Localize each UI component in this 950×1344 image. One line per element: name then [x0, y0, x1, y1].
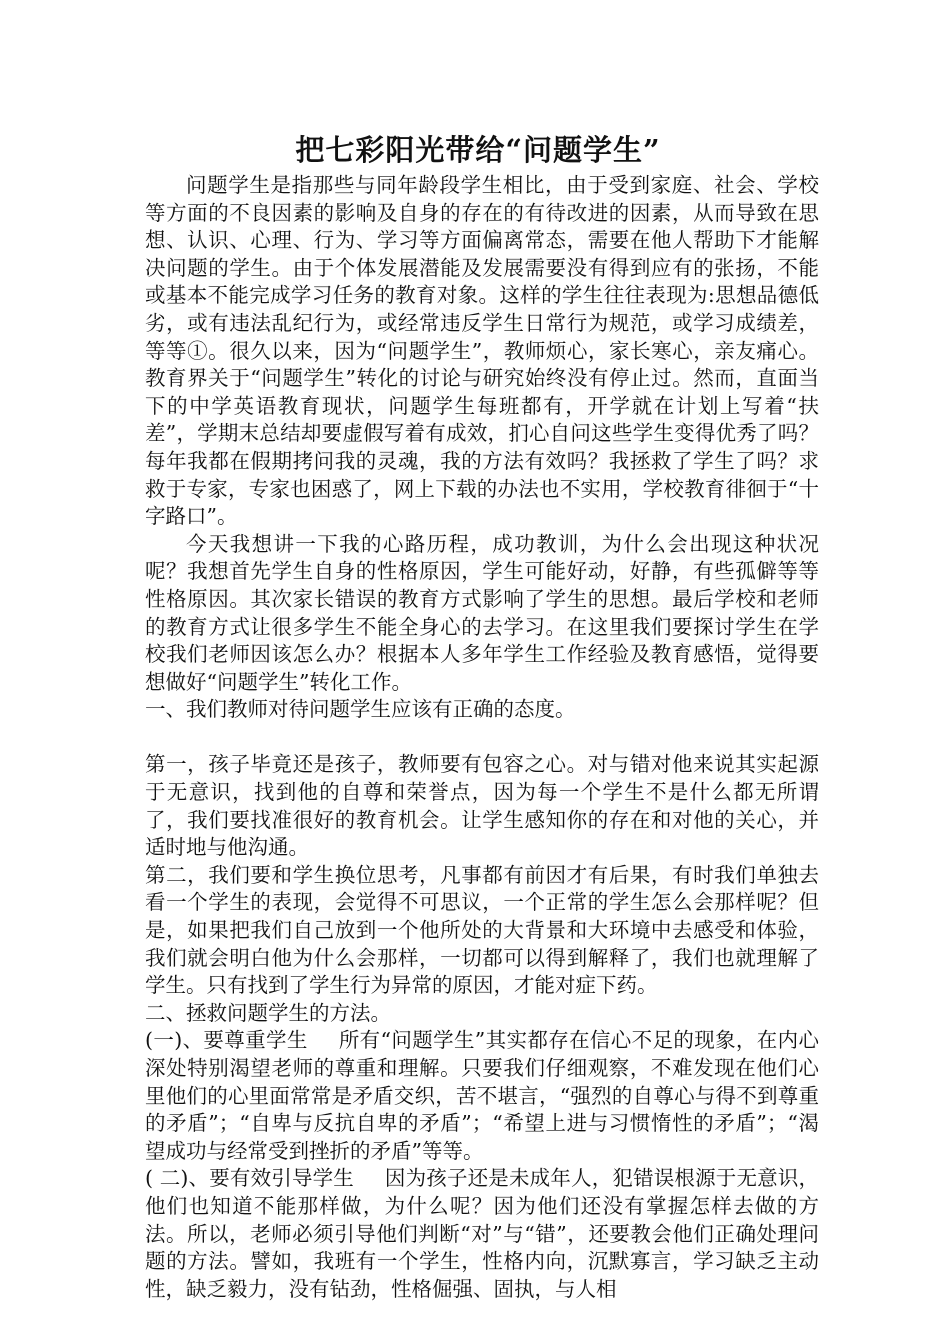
section-heading-attitude: 一、我们教师对待问题学生应该有正确的态度。	[145, 697, 576, 722]
paragraph-second-point: 第二，我们要和学生换位思考，凡事都有前因才有后果，有时我们单独去看一个学生的表现，会觉得不可思议，一个正常的学生怎么会那样呢？但是，如果把我们自己放到一个他所处的大背景和大环境中去感受和体验，我们就会明白他为什么会那样，一切都可以得到解释了，我们也就理解了学生。只有找到了学生行为异常的原因，才能对症下药。	[145, 862, 819, 998]
paragraph-definition: 问题学生是指那些与同年龄段学生相比，由于受到家庭、社会、学校等方面的不良因素的影响及自身的存在的有待改进的因素，从而导致在思想、认识、心理、行为、学习等方面偏离常态，需要在他人帮助下才能解决问题的学生。由于个体发展潜能及发展需要没有得到应有的张扬，不能或基本不能完成学习任务的教育对象。这样的学生往往表现为:思想品德低劣，或有违法乱纪行为，或经常违反学生日常行为规范，或学习成绩差，等等①。很久以来，因为“问题学生”，教师烦心，家长寒心，亲友痛心。教育界关于“问题学生”转化的讨论与研究始终没有停止过。然而，直面当下的中学英语教育现状，问题学生每班都有，开学就在计划上写着“扶差”，学期末总结却要虚假写着有成效，扪心自问这些学生变得优秀了吗？每年我都在假期拷问我的灵魂，我的方法有效吗？我拯救了学生了吗？求救于专家，专家也困惑了，网上下载的办法也不实用，学校教育徘徊于“十字路口”。	[145, 173, 819, 529]
document-body	[145, 172, 819, 1303]
guidance-text: 因为孩子还是未成年人，犯错误根源于无意识，他们也知道不能那样做，为什么呢？因为他们还没有掌握怎样去做的方法。所以，老师必须引导他们判断“对”与“错”，还要教会他们正确处理问题的方法。譬如，我班有一个学生，性格内向，沉默寡言，学习缺乏主动性，缺乏毅力，没有钻劲，性格倔强、固执，与人相	[145, 1166, 819, 1301]
blank-line	[145, 724, 819, 752]
paragraph-guidance	[145, 1165, 819, 1303]
paragraph-respect	[145, 1027, 819, 1165]
section-heading-methods: 二、拯救问题学生的方法。	[145, 1000, 391, 1025]
paragraph-first-point: 第一，孩子毕竟还是孩子，教师要有包容之心。对与错对他来说其实起源于无意识，找到他的自尊和荣誉点，因为每一个学生不是什么都无所谓了，我们要找准很好的教育机会。让学生感知你的存在和对他的关心，并适时地与他沟通。	[145, 752, 819, 860]
sub-heading-guidance: ( 二)、要有效引导学生	[145, 1166, 354, 1191]
paragraph-journey: 今天我想讲一下我的心路历程，成功教训，为什么会出现这种状况呢？我想首先学生自身的性格原因，学生可能好动，好静，有些孤僻等等性格原因。其次家长错误的教育方式影响了学生的思想。最后学校和老师的教育方式让很多学生不能全身心的去学习。在这里我们要探讨学生在学校我们老师因该怎么办？根据本人多年学生工作经验及教育感悟，觉得要想做好“问题学生”转化工作。	[145, 531, 819, 694]
sub-heading-respect: (一)、要尊重学生	[145, 1028, 308, 1053]
document-title: 把七彩阳光带给“问题学生”	[295, 133, 661, 167]
respect-text: 所有“问题学生”其实都存在信心不足的现象，在内心深处特别渴望老师的尊重和理解。只要我们仔细观察，不难发现在他们心里他们的心里面常常是矛盾交织，苦不堪言，“强烈的自尊心与得不到尊重的矛盾”；“自卑与反抗自卑的矛盾”；“希望上进与习惯惰性的矛盾”；“渴望成功与经常受到挫折的矛盾”等等。	[145, 1028, 819, 1163]
